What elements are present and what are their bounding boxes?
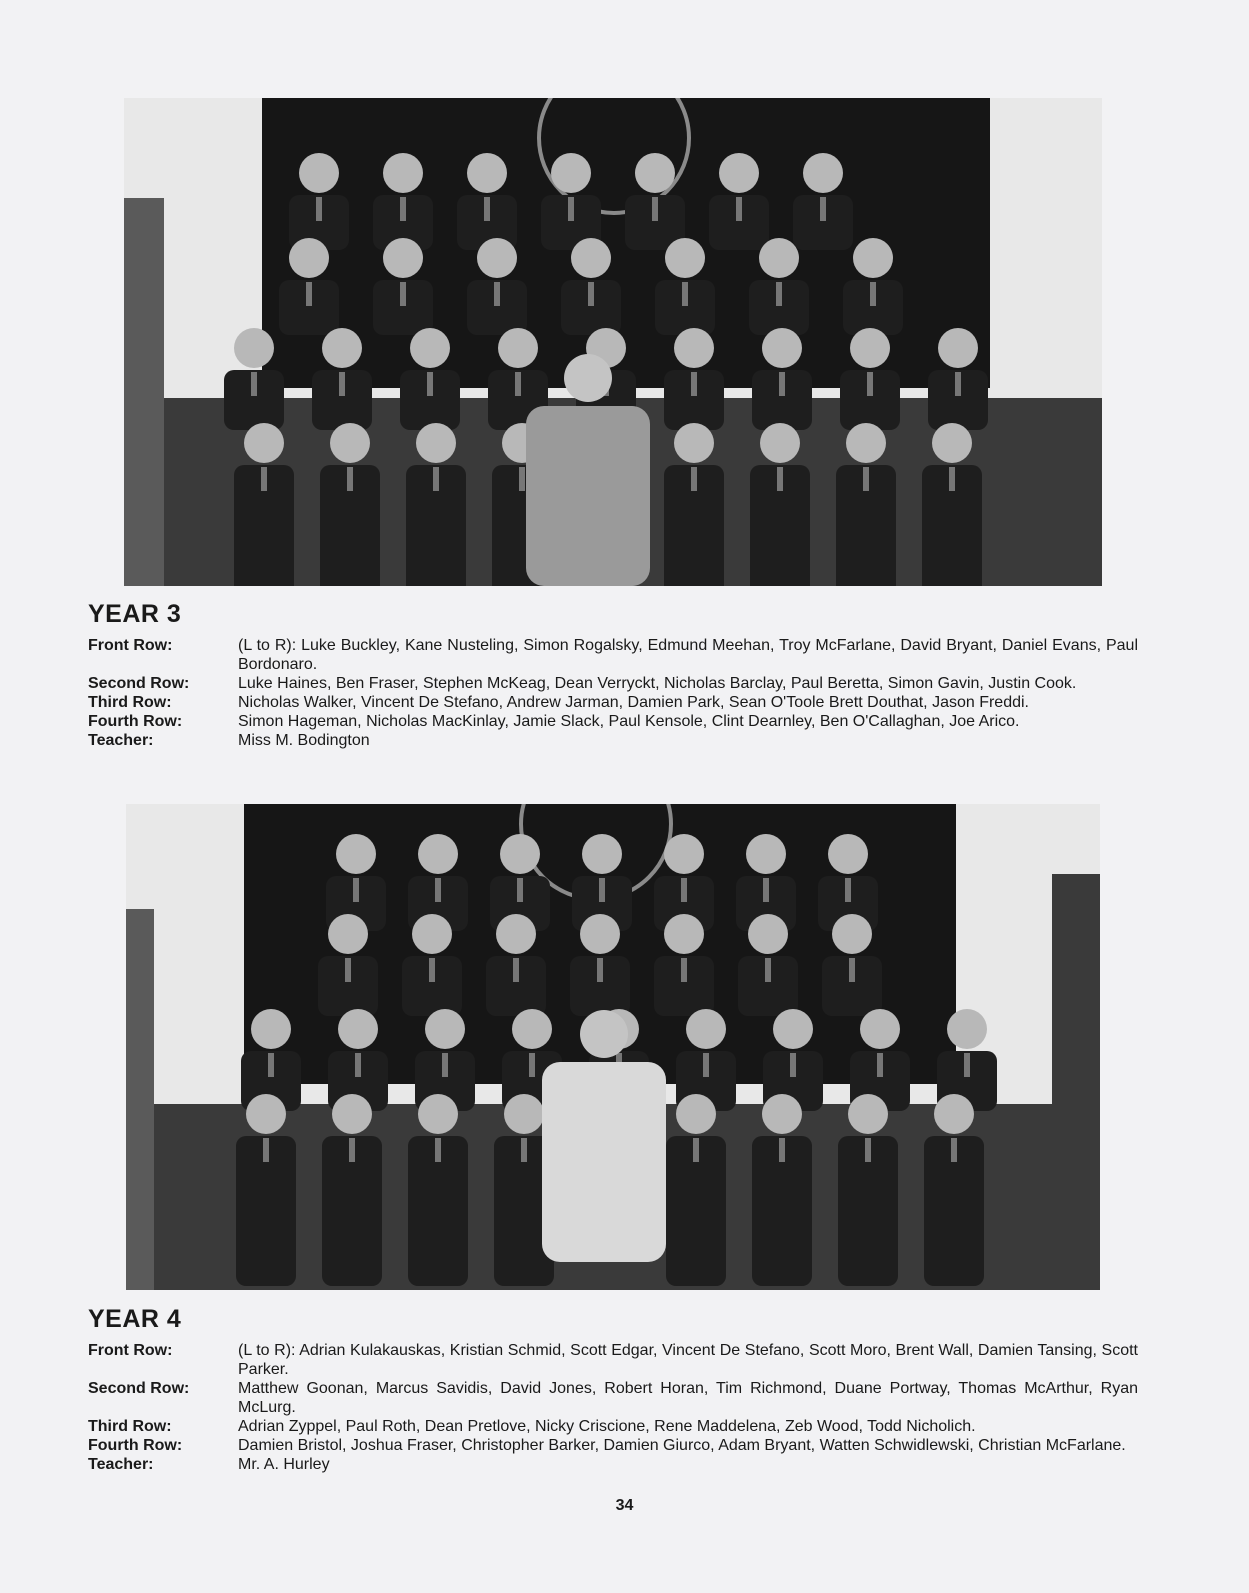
row-names: (L to R): Luke Buckley, Kane Nusteling, Simon Rogalsky, Edmund Meehan, Troy McFarlane, David Bryant, Daniel Evans, Paul Bordonaro. xyxy=(238,637,1138,673)
pupil-tie xyxy=(763,878,769,902)
pupil-head xyxy=(932,423,972,463)
pupil-tie xyxy=(691,467,697,491)
pupil-tie xyxy=(306,282,312,306)
pupil-head xyxy=(477,238,517,278)
pupil-head xyxy=(234,328,274,368)
pupil-tie xyxy=(865,1138,871,1162)
pupil-head xyxy=(383,238,423,278)
pupil-head xyxy=(846,423,886,463)
pupil-tie xyxy=(400,282,406,306)
pupil-tie xyxy=(347,467,353,491)
pupil-head xyxy=(853,238,893,278)
pupil-tie xyxy=(515,372,521,396)
pupil-tie xyxy=(777,467,783,491)
pupil-head xyxy=(719,153,759,193)
pupil-tie xyxy=(790,1053,796,1077)
row-label: Second Row: xyxy=(88,675,190,692)
row-names: Miss M. Bodington xyxy=(238,732,370,749)
pupil-tie xyxy=(442,1053,448,1077)
pupil-head xyxy=(760,423,800,463)
pupil-head xyxy=(674,423,714,463)
pupil-tie xyxy=(353,878,359,902)
roster-row-second xyxy=(88,1379,1138,1417)
pupil-tie xyxy=(736,197,742,221)
pupil-head xyxy=(498,328,538,368)
row-label: Third Row: xyxy=(88,694,172,711)
row-names: Nicholas Walker, Vincent De Stefano, Andrew Jarman, Damien Park, Sean O'Toole Brett Douthat, Jason Freddi. xyxy=(238,694,1029,711)
row-label: Third Row: xyxy=(88,1418,172,1435)
row-label: Fourth Row: xyxy=(88,1437,183,1454)
pupil-head xyxy=(676,1094,716,1134)
pupil-tie xyxy=(964,1053,970,1077)
pupil-head xyxy=(328,914,368,954)
pupil-tie xyxy=(568,197,574,221)
pupil-head xyxy=(686,1009,726,1049)
pupil-head xyxy=(299,153,339,193)
pupil-head xyxy=(934,1094,974,1134)
year-3-class-photo xyxy=(124,98,1102,586)
pupil-tie xyxy=(349,1138,355,1162)
roster-row-teacher xyxy=(88,1455,1138,1474)
pupil-tie xyxy=(955,372,961,396)
row-label: Front Row: xyxy=(88,1342,173,1359)
teacher-head xyxy=(580,1010,628,1058)
pupil-head xyxy=(246,1094,286,1134)
row-names: Simon Hageman, Nicholas MacKinlay, Jamie Slack, Paul Kensole, Clint Dearnley, Ben O'Callaghan, Joe Arico. xyxy=(238,713,1020,730)
roster-row-second xyxy=(88,674,1138,693)
pupil-head xyxy=(322,328,362,368)
pupil-tie xyxy=(681,878,687,902)
pupil-head xyxy=(336,834,376,874)
pupil-tie xyxy=(494,282,500,306)
pupil-tie xyxy=(513,958,519,982)
roster-row-front xyxy=(88,636,1138,674)
pupil-head xyxy=(860,1009,900,1049)
pupil-head xyxy=(383,153,423,193)
row-label: Teacher: xyxy=(88,732,154,749)
pupil-head xyxy=(425,1009,465,1049)
pupil-tie xyxy=(779,1138,785,1162)
year-4-heading: YEAR 4 xyxy=(88,1305,182,1333)
pupil-tie xyxy=(867,372,873,396)
pupil-head xyxy=(947,1009,987,1049)
pupil-tie xyxy=(652,197,658,221)
pupil-head xyxy=(416,423,456,463)
row-names: (L to R): Adrian Kulakauskas, Kristian Schmid, Scott Edgar, Vincent De Stefano, Scott Moro, Brent Wall, Damien Tansing, Scott Parker. xyxy=(238,1342,1138,1378)
pupil-tie xyxy=(949,467,955,491)
roster-row-front xyxy=(88,1341,1138,1379)
pupil-tie xyxy=(682,282,688,306)
year-4-roster xyxy=(88,1341,1138,1474)
pupil-head xyxy=(330,423,370,463)
pupil-tie xyxy=(863,467,869,491)
pupil-head xyxy=(500,834,540,874)
row-names: Adrian Zyppel, Paul Roth, Dean Pretlove, Nicky Criscione, Rene Maddelena, Zeb Wood, Todd Nicholich. xyxy=(238,1418,976,1435)
row-names: Damien Bristol, Joshua Fraser, Christopher Barker, Damien Giurco, Adam Bryant, Watten Schwidlewski, Christian McFarlane. xyxy=(238,1437,1126,1454)
pupil-tie xyxy=(263,1138,269,1162)
pupil-tie xyxy=(529,1053,535,1077)
pupil-head xyxy=(674,328,714,368)
pupil-tie xyxy=(521,1138,527,1162)
pupil-tie xyxy=(400,197,406,221)
pupil-tie xyxy=(779,372,785,396)
pupil-head xyxy=(803,153,843,193)
teacher-body xyxy=(542,1062,666,1262)
row-label: Front Row: xyxy=(88,637,173,654)
pupil-head xyxy=(289,238,329,278)
pupil-head xyxy=(773,1009,813,1049)
year-3-heading: YEAR 3 xyxy=(88,600,182,628)
pupil-head xyxy=(938,328,978,368)
pupil-head xyxy=(759,238,799,278)
pupil-tie xyxy=(849,958,855,982)
pupil-tie xyxy=(820,197,826,221)
pupil-head xyxy=(664,914,704,954)
pupil-tie xyxy=(870,282,876,306)
pupil-tie xyxy=(261,467,267,491)
pupil-tie xyxy=(345,958,351,982)
pupil-tie xyxy=(517,878,523,902)
pupil-head xyxy=(418,834,458,874)
pupil-head xyxy=(850,328,890,368)
pupil-head xyxy=(746,834,786,874)
row-label: Fourth Row: xyxy=(88,713,183,730)
pupil-tie xyxy=(316,197,322,221)
pupil-head xyxy=(580,914,620,954)
pupil-head xyxy=(332,1094,372,1134)
pupil-tie xyxy=(339,372,345,396)
pupil-tie xyxy=(597,958,603,982)
pupil-tie xyxy=(703,1053,709,1077)
year-4-class-photo xyxy=(126,804,1100,1290)
roster-row-fourth xyxy=(88,712,1138,731)
page-number: 34 xyxy=(615,1497,634,1514)
pupil-head xyxy=(412,914,452,954)
pupil-head xyxy=(251,1009,291,1049)
pupil-head xyxy=(762,328,802,368)
roster-row-third xyxy=(88,693,1138,712)
pupil-tie xyxy=(877,1053,883,1077)
row-label: Teacher: xyxy=(88,1456,154,1473)
pupil-head xyxy=(496,914,536,954)
pupil-head xyxy=(410,328,450,368)
pupil-head xyxy=(848,1094,888,1134)
pupil-head xyxy=(665,238,705,278)
pupil-head xyxy=(338,1009,378,1049)
pupil-head xyxy=(748,914,788,954)
pupil-head xyxy=(418,1094,458,1134)
pupil-tie xyxy=(519,467,525,491)
pupil-head xyxy=(664,834,704,874)
pupil-tie xyxy=(251,372,257,396)
pupil-head xyxy=(582,834,622,874)
teacher-body xyxy=(526,406,650,586)
pupil-head xyxy=(244,423,284,463)
year-4-photo-image xyxy=(126,804,1100,1290)
row-label: Second Row: xyxy=(88,1380,190,1397)
pupil-tie xyxy=(429,958,435,982)
pupil-head xyxy=(828,834,868,874)
pupil-tie xyxy=(691,372,697,396)
pupil-head xyxy=(832,914,872,954)
year-3-photo-image xyxy=(124,98,1102,586)
year-3-roster xyxy=(88,636,1138,750)
row-names: Luke Haines, Ben Fraser, Stephen McKeag, Dean Verryckt, Nicholas Barclay, Paul Beretta, Simon Gavin, Justin Cook. xyxy=(238,675,1077,692)
pupil-tie xyxy=(765,958,771,982)
pupil-head xyxy=(551,153,591,193)
roster-row-third xyxy=(88,1417,1138,1436)
pupil-tie xyxy=(435,1138,441,1162)
pupil-tie xyxy=(355,1053,361,1077)
pupil-tie xyxy=(588,282,594,306)
pupil-head xyxy=(504,1094,544,1134)
pupil-tie xyxy=(435,878,441,902)
pupil-tie xyxy=(433,467,439,491)
pupil-tie xyxy=(776,282,782,306)
pupil-head xyxy=(635,153,675,193)
pupil-tie xyxy=(268,1053,274,1077)
row-names: Mr. A. Hurley xyxy=(238,1456,330,1473)
pupil-tie xyxy=(951,1138,957,1162)
roster-row-teacher xyxy=(88,731,1138,750)
pupil-head xyxy=(762,1094,802,1134)
pupil-tie xyxy=(693,1138,699,1162)
pupil-tie xyxy=(681,958,687,982)
pupil-tie xyxy=(427,372,433,396)
pupil-head xyxy=(467,153,507,193)
pupil-tie xyxy=(845,878,851,902)
pupil-tie xyxy=(599,878,605,902)
roster-row-fourth xyxy=(88,1436,1138,1455)
pupil-head xyxy=(512,1009,552,1049)
pupil-tie xyxy=(484,197,490,221)
pupil-head xyxy=(571,238,611,278)
row-names: Matthew Goonan, Marcus Savidis, David Jones, Robert Horan, Tim Richmond, Duane Portway, Thomas McArthur, Ryan McLurg. xyxy=(238,1380,1138,1416)
teacher-head xyxy=(564,354,612,402)
